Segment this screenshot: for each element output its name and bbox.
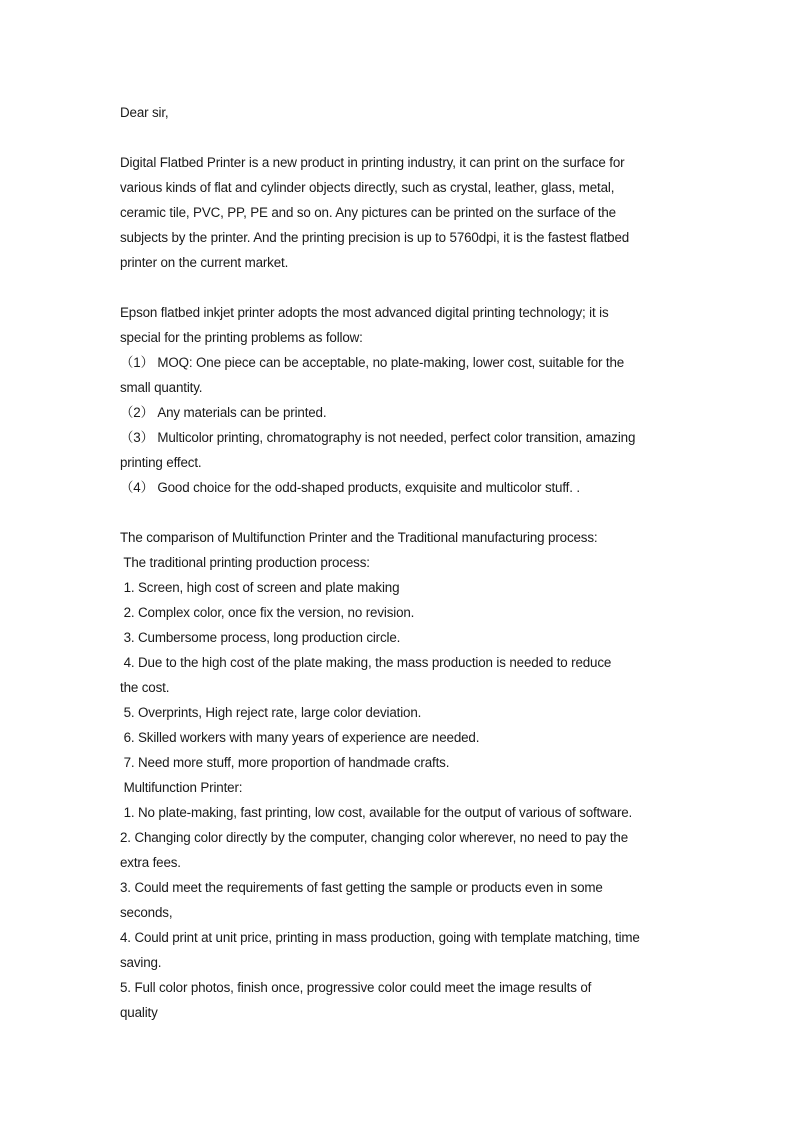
paragraph-spacer xyxy=(120,125,690,150)
multifunction-item: 2. Changing color directly by the computer, changing color wherever, no need to pay the xyxy=(120,830,629,845)
features-line: Epson flatbed inkjet printer adopts the most advanced digital printing technology; it is xyxy=(120,305,609,320)
multifunction-subheading: Multifunction Printer: xyxy=(120,780,243,795)
intro-line: Digital Flatbed Printer is a new product in printing industry, it can print on the surface for xyxy=(120,155,625,170)
salutation: Dear sir, xyxy=(120,105,169,120)
features-line: special for the printing problems as follow: xyxy=(120,330,363,345)
intro-paragraph xyxy=(120,150,690,275)
traditional-item: 3. Cumbersome process, long production circle. xyxy=(120,630,401,645)
traditional-item: 6. Skilled workers with many years of experience are needed. xyxy=(120,730,480,745)
feature-item: （3） Multicolor printing, chromatography is not needed, perfect color transition, amazing xyxy=(120,430,636,445)
intro-line: ceramic tile, PVC, PP, PE and so on. Any pictures can be printed on the surface of the xyxy=(120,205,616,220)
comparison-section xyxy=(120,525,690,1025)
paragraph-spacer xyxy=(120,275,690,300)
intro-line: subjects by the printer. And the printing precision is up to 5760dpi, it is the fastest flatbed xyxy=(120,230,630,245)
traditional-item: 7. Need more stuff, more proportion of handmade crafts. xyxy=(120,755,450,770)
multifunction-item: 1. No plate-making, fast printing, low cost, available for the output of various of software. xyxy=(120,805,633,820)
feature-item: （1） MOQ: One piece can be acceptable, no plate-making, lower cost, suitable for the xyxy=(120,355,625,370)
traditional-item: 4. Due to the high cost of the plate making, the mass production is needed to reduce xyxy=(120,655,612,670)
intro-line: various kinds of flat and cylinder objects directly, such as crystal, leather, glass, metal, xyxy=(120,180,615,195)
traditional-item: 2. Complex color, once fix the version, no revision. xyxy=(120,605,415,620)
multifunction-item: 5. Full color photos, finish once, progressive color could meet the image results of xyxy=(120,980,592,995)
multifunction-item-continuation: quality xyxy=(120,1005,158,1020)
features-paragraph xyxy=(120,300,690,500)
multifunction-item: 3. Could meet the requirements of fast getting the sample or products even in some xyxy=(120,880,603,895)
comparison-heading: The comparison of Multifunction Printer and the Traditional manufacturing process: xyxy=(120,530,598,545)
traditional-subheading: The traditional printing production process: xyxy=(120,555,370,570)
letter-body xyxy=(120,100,690,1025)
intro-line: printer on the current market. xyxy=(120,255,289,270)
multifunction-item-continuation: seconds, xyxy=(120,905,173,920)
traditional-item: 1. Screen, high cost of screen and plate making xyxy=(120,580,400,595)
traditional-item: 5. Overprints, High reject rate, large color deviation. xyxy=(120,705,422,720)
multifunction-item-continuation: extra fees. xyxy=(120,855,181,870)
feature-item-continuation: small quantity. xyxy=(120,380,203,395)
feature-item: （4） Good choice for the odd-shaped products, exquisite and multicolor stuff. . xyxy=(120,480,580,495)
traditional-item-continuation: the cost. xyxy=(120,680,170,695)
multifunction-item-continuation: saving. xyxy=(120,955,162,970)
paragraph-spacer xyxy=(120,500,690,525)
feature-item-continuation: printing effect. xyxy=(120,455,202,470)
feature-item: （2） Any materials can be printed. xyxy=(120,405,327,420)
multifunction-item: 4. Could print at unit price, printing in mass production, going with template matching, time xyxy=(120,930,640,945)
